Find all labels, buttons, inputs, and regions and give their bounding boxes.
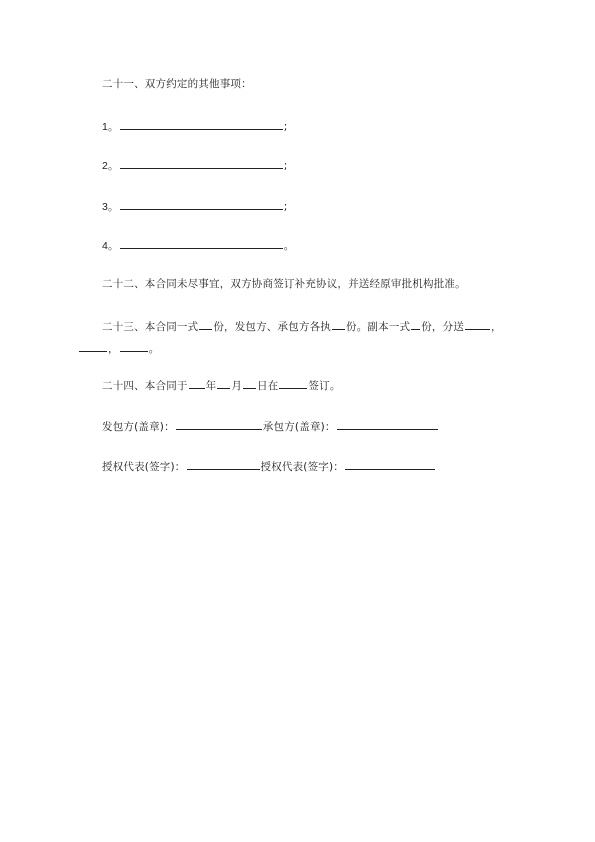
fill-blank[interactable] — [120, 157, 283, 169]
fill-blank[interactable] — [79, 340, 107, 352]
clause-21-item-3 — [102, 198, 288, 214]
signature-line-1 — [102, 418, 439, 434]
party-b-rep-label: 授权代表(签字)： — [260, 461, 344, 473]
fill-blank[interactable] — [120, 237, 283, 249]
item-number: 1。 — [102, 121, 119, 133]
fill-blank[interactable] — [199, 318, 212, 330]
item-end-punct: 。 — [283, 240, 295, 252]
fill-blank[interactable] — [120, 340, 148, 352]
clause-23-line-2 — [78, 340, 159, 356]
fill-blank[interactable] — [120, 118, 283, 130]
clause-21-item-4 — [102, 237, 294, 253]
party-b-seal-label: 承包方(盖章)： — [262, 421, 336, 433]
fill-blank[interactable] — [120, 198, 283, 210]
clause-24 — [102, 377, 341, 393]
clause-22-text: 二十二、本合同未尽事宜，双方协商签订补充协议，并送经原审批机构批准。 — [102, 278, 466, 290]
item-end-punct: ; — [283, 160, 288, 172]
clause-23-text: 份。副本一式 — [346, 321, 411, 333]
party-a-seal-label: 发包方(盖章)： — [102, 421, 175, 433]
party-a-seal-blank[interactable] — [176, 418, 262, 430]
clause-23-text: 份，分送 — [421, 321, 465, 333]
signature-line-2 — [102, 458, 436, 474]
fill-blank[interactable] — [217, 377, 230, 389]
clause-21-item-2 — [102, 157, 288, 173]
clause-24-text: 签订。 — [308, 380, 341, 392]
clause-24-text: 月 — [231, 380, 243, 392]
item-number: 3。 — [102, 201, 119, 213]
fill-blank[interactable] — [189, 377, 205, 389]
clause-24-text: 日在 — [257, 380, 279, 392]
clause-21-heading — [102, 77, 252, 91]
party-b-rep-blank[interactable] — [345, 458, 435, 470]
clause-23-text: 。 — [148, 343, 160, 355]
clause-21-item-1 — [102, 118, 288, 134]
clause-23-text: 份，发包方、承包方各执 — [213, 321, 332, 333]
clause-23-text: ， — [108, 343, 119, 355]
party-a-rep-blank[interactable] — [187, 458, 260, 470]
fill-blank[interactable] — [243, 377, 256, 389]
item-number: 4。 — [102, 240, 119, 252]
clause-24-text: 二十四、本合同于 — [102, 380, 188, 392]
clause-22 — [102, 277, 466, 291]
clause-23-text: 二十三、本合同一式 — [102, 321, 199, 333]
fill-blank[interactable] — [411, 318, 420, 330]
fill-blank[interactable] — [279, 377, 307, 389]
item-end-punct: ; — [283, 121, 288, 133]
clause-23-text: ， — [491, 321, 502, 333]
party-a-rep-label: 授权代表(签字)： — [102, 461, 186, 473]
item-end-punct: ; — [283, 201, 288, 213]
clause-21-heading-text: 二十一、双方约定的其他事项： — [102, 78, 252, 90]
clause-23-line-1 — [102, 318, 502, 334]
fill-blank[interactable] — [465, 318, 490, 330]
fill-blank[interactable] — [332, 318, 345, 330]
clause-24-text: 年 — [205, 380, 217, 392]
item-number: 2。 — [102, 160, 119, 172]
party-b-seal-blank[interactable] — [337, 418, 438, 430]
